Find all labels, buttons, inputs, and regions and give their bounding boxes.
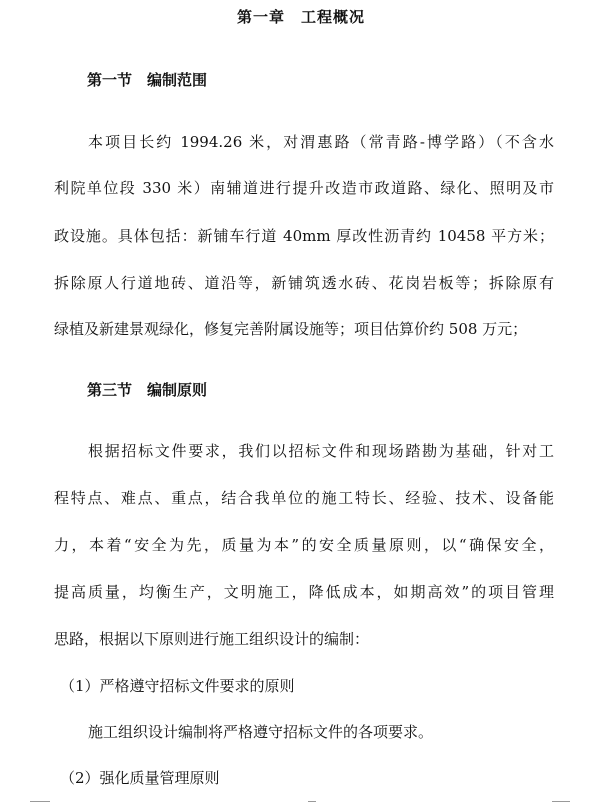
paragraph-line: 程特点、难点、重点，结合我单位的施工特长、经验、技术、设备能 bbox=[54, 489, 554, 507]
paragraph-line: 拆除原人行道地砖、道沿等，新铺筑透水砖、花岗岩板等；拆除原有 bbox=[54, 274, 554, 292]
list-item-text: 施工组织设计编制将严格遵守招标文件的各项要求。 bbox=[88, 723, 434, 741]
page-corner-mark bbox=[308, 801, 316, 802]
section-heading-scope: 第一节 编制范围 bbox=[87, 71, 208, 89]
paragraph-line: 提高质量，均衡生产，文明施工，降低成本，如期高效”的项目管理 bbox=[54, 583, 554, 601]
list-item-heading: （1）严格遵守招标文件要求的原则 bbox=[60, 677, 295, 695]
section-heading-principles: 第三节 编制原则 bbox=[87, 381, 208, 399]
paragraph-line: 根据招标文件要求，我们以招标文件和现场踏勘为基础，针对工 bbox=[88, 442, 554, 460]
paragraph-line: 本项目长约 1994.26 米，对渭惠路（常青路-博学路）（不含水 bbox=[88, 133, 554, 151]
paragraph-line: 利院单位段 330 米）南辅道进行提升改造市政道路、绿化、照明及市 bbox=[54, 179, 554, 197]
paragraph-line: 绿植及新建景观绿化，修复完善附属设施等；项目估算价约 508 万元； bbox=[54, 320, 528, 338]
list-item-heading: （2）强化质量管理原则 bbox=[60, 769, 220, 787]
page-corner-mark bbox=[30, 801, 50, 802]
chapter-title: 第一章 工程概况 bbox=[236, 8, 365, 26]
paragraph-line: 思路，根据以下原则进行施工组织设计的编制： bbox=[54, 630, 370, 648]
page-corner-mark bbox=[552, 801, 570, 802]
paragraph-line: 政设施。具体包括：新铺车行道 40mm 厚改性沥青约 10458 平方米； bbox=[54, 227, 554, 245]
paragraph-line: 力，本着“安全为先，质量为本”的安全质量原则，以“确保安全， bbox=[54, 536, 554, 554]
